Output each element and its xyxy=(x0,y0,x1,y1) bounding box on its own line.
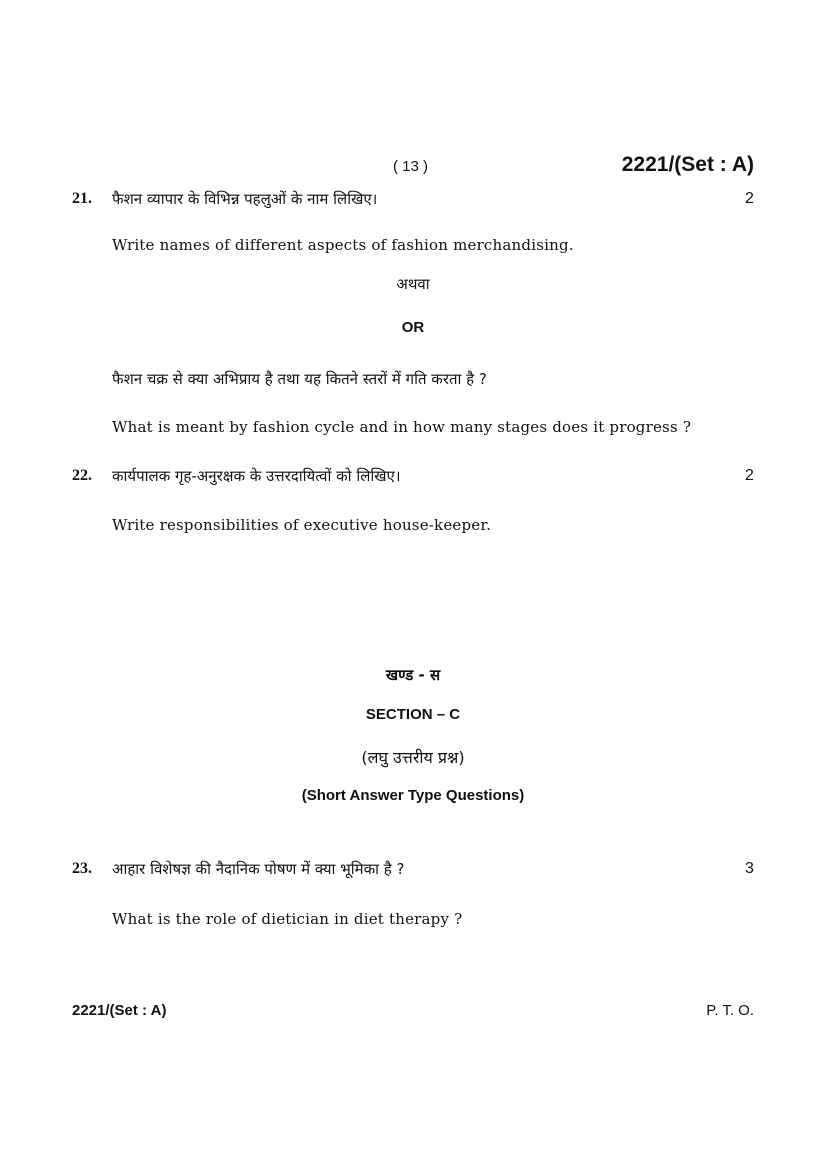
section-english-title: SECTION – C xyxy=(365,706,461,723)
question-21-number: 21. xyxy=(72,190,92,207)
question-21-alt-hindi: फैशन चक्र से क्या अभिप्राय है तथा यह कितने स्तरों में गति करता है ? xyxy=(112,370,487,388)
question-22-marks: 2 xyxy=(745,467,754,484)
question-21-marks: 2 xyxy=(745,190,754,207)
question-21-english: Write names of different aspects of fashion merchandising. xyxy=(112,236,574,254)
footer-set-code: 2221/(Set : A) xyxy=(72,1002,167,1019)
section-hindi-subtitle: (लघु उत्तरीय प्रश्न) xyxy=(361,748,465,767)
question-23-english: What is the role of dietician in diet therapy ? xyxy=(112,910,463,928)
question-23-hindi: आहार विशेषज्ञ की नैदानिक पोषण में क्या भूमिका है ? xyxy=(112,860,405,878)
question-21-or-hindi: अथवा xyxy=(396,275,430,293)
header-set-code: 2221/(Set : A) xyxy=(621,153,754,176)
question-22-hindi: कार्यपालक गृह-अनुरक्षक के उत्तरदायित्वों को लिखिए। xyxy=(112,467,401,485)
question-22-number: 22. xyxy=(72,467,92,484)
question-23-marks: 3 xyxy=(745,860,754,877)
section-english-subtitle: (Short Answer Type Questions) xyxy=(301,787,525,804)
question-21-alt-english: What is meant by fashion cycle and in how many stages does it progress ? xyxy=(112,418,692,436)
question-23-number: 23. xyxy=(72,860,92,877)
question-21-hindi: फैशन व्यापार के विभिन्न पहलुओं के नाम लिखिए। xyxy=(112,190,378,208)
section-hindi-title: खण्ड - स xyxy=(385,666,441,684)
question-21-or-english: OR xyxy=(401,319,425,336)
question-22-english: Write responsibilities of executive house-keeper. xyxy=(112,516,492,534)
page-number: ( 13 ) xyxy=(393,158,429,175)
footer-pto: P. T. O. xyxy=(706,1002,754,1019)
